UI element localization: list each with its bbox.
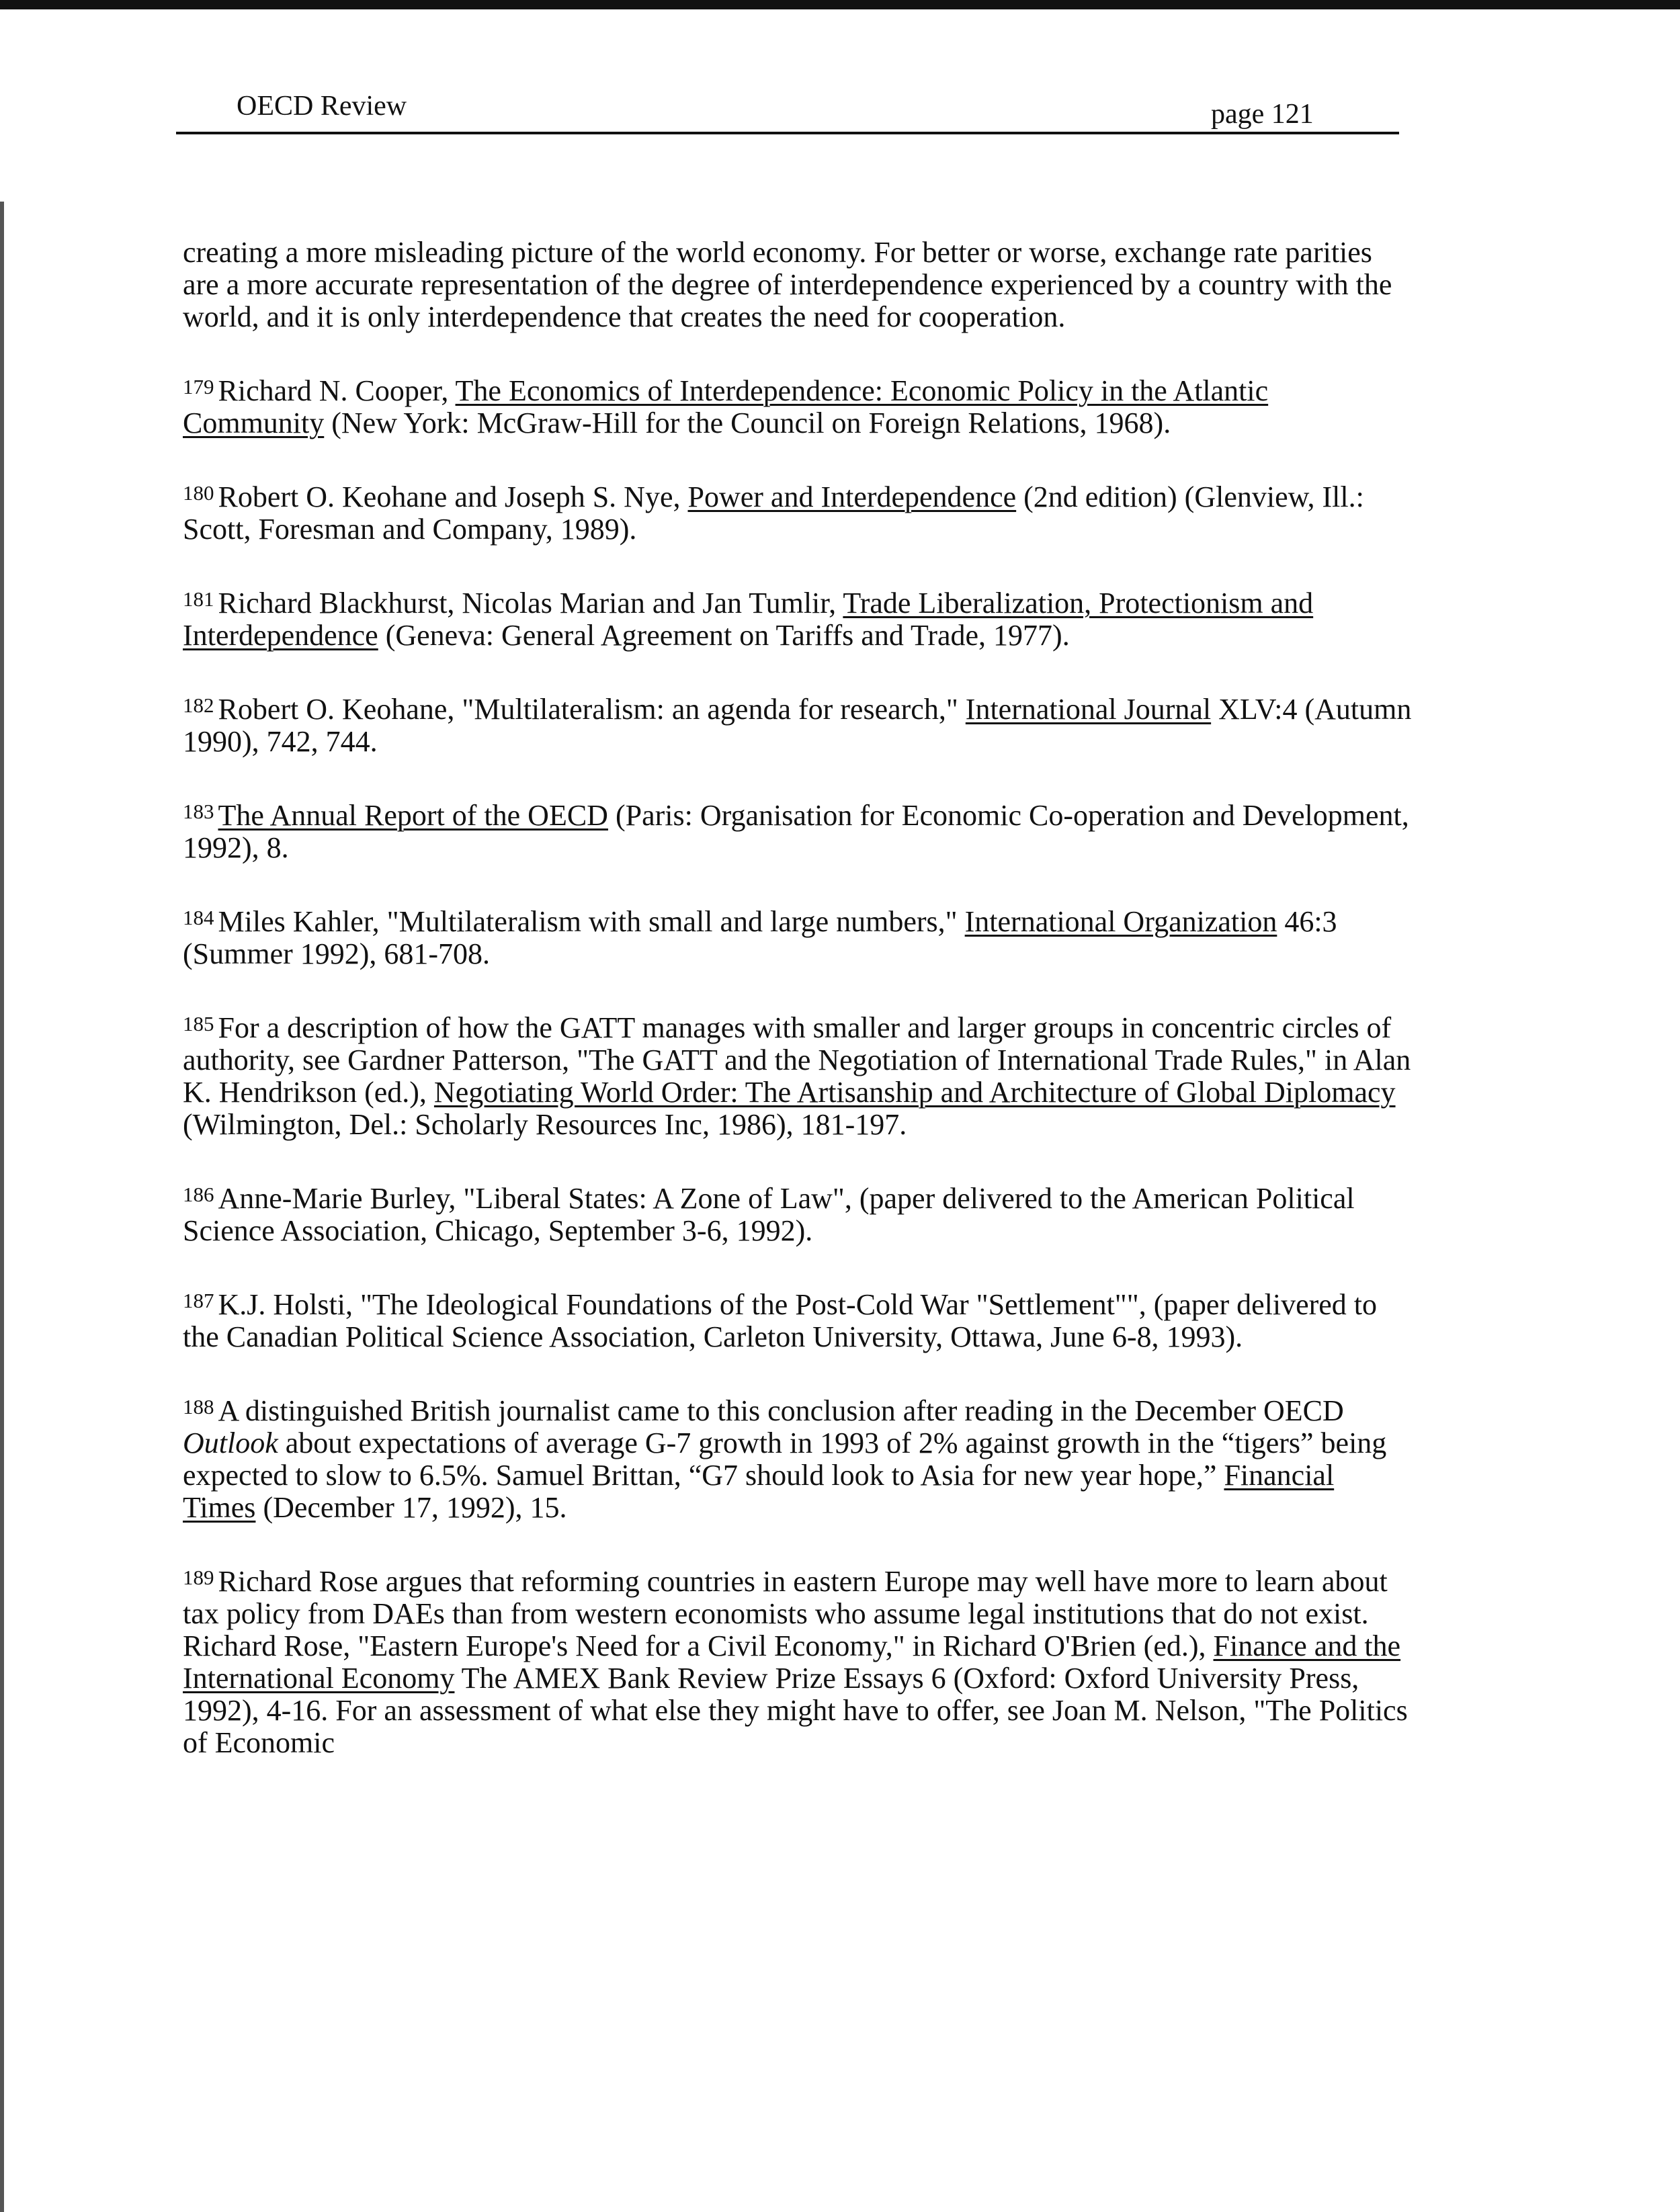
cited-title: Financial Times [183,1459,1335,1524]
endnote-number: 188 [183,1395,214,1418]
endnote-number: 185 [183,1012,214,1035]
italic-title: Outlook [183,1427,278,1459]
note-text: Anne-Marie Burley, "Liberal States: A Zone of Law", (paper delivered to the American Political Science Association, Chicago, September 3-6, 1992). [183,1182,1355,1247]
note-text: Richard Blackhurst, Nicolas Marian and Jan Tumlir, [218,587,843,620]
endnote-number: 181 [183,587,214,611]
page-body [183,237,1413,1797]
note-text: (Wilmington, Del.: Scholarly Resources Inc, 1986), 181-197. [183,1108,907,1141]
endnote-number: 189 [183,1566,214,1589]
note-text: (2nd edition) (Glenview, Ill.: Scott, Foresman and Company, 1989). [183,480,1364,546]
page-number: page 121 [1211,99,1314,130]
note-text: Richard N. Cooper, [218,374,456,407]
header-rule [176,132,1399,134]
endnote-number: 186 [183,1183,214,1206]
note-text: (December 17, 1992), 15. [255,1491,567,1524]
endnote-number: 182 [183,693,214,717]
endnote-number: 179 [183,375,214,398]
endnote [183,477,1413,546]
note-text: The AMEX Bank Review Prize Essays 6 (Oxford: Oxford University Press, 1992), 4-16. For an assessment of what else they might have to offer, see Joan M. Nelson, "The Politics of Economic [183,1662,1408,1759]
note-text: Miles Kahler, "Multilateralism with small and large numbers," [218,905,965,938]
note-text: Robert O. Keohane, "Multilateralism: an agenda for research," [218,693,966,726]
endnote [183,1562,1413,1759]
note-text: Richard Rose argues that reforming countries in eastern Europe may well have more to learn about tax policy from DAEs than from western economists who assume legal institutions that do not exist. Richard Rose, "Eastern Europe's Need for a Civil Economy," in Richard O'Brien (ed.), [183,1565,1388,1662]
note-text: Robert O. Keohane and Joseph S. Nye, [218,480,688,513]
note-text: XLV:4 (Autumn 1990), 742, 744. [183,693,1412,758]
endnote [183,689,1413,758]
endnote [183,1391,1413,1524]
endnote-number: 183 [183,800,214,823]
cited-title: Power and Interdependence [687,480,1017,513]
endnote-number: 180 [183,481,214,505]
note-text: 46:3 (Summer 1992), 681-708. [183,905,1337,970]
endnote-number: 187 [183,1289,214,1312]
note-text: about expectations of average G-7 growth in 1993 of 2% against growth in the “tigers” being expected to slow to 6.5%. Samuel Brittan, “G7 should look to Asia for new year hope,” [183,1427,1387,1492]
endnote [183,1008,1413,1141]
continuation-paragraph: creating a more misleading picture of the world economy. For better or worse, exchange rate parities are a more accurate representation of the degree of interdependence experienced by a country with the world, and it is only interdependence that creates the need for cooperation. [183,236,1392,333]
cited-title: International Journal [965,693,1212,726]
scan-left-edge [0,202,4,2212]
endnote [183,371,1413,439]
cited-title: Finance and the International Economy [183,1629,1401,1695]
note-text: A distinguished British journalist came to this conclusion after reading in the December OECD [218,1394,1344,1427]
endnote [183,796,1413,864]
note-text: (Geneva: General Agreement on Tariffs and Trade, 1977). [378,619,1070,652]
cited-title: Negotiating World Order: The Artisanship and Architecture of Global Diplomacy [433,1076,1396,1109]
endnote [183,583,1413,652]
page-header [176,86,1399,134]
endnote [183,902,1413,970]
scan-top-edge [0,0,1680,9]
note-text: For a description of how the GATT manages with smaller and larger groups in concentric circles of authority, see Gardner Patterson, "The GATT and the Negotiation of International Trade Rules," in Alan K. Hendrikson (ed.), [183,1011,1411,1109]
note-text: (Paris: Organisation for Economic Co-operation and Development, 1992), 8. [183,799,1409,864]
cited-title: The Economics of Interdependence: Economic Policy in the Atlantic Community [183,374,1269,439]
cited-title: International Organization [964,905,1277,938]
note-text: K.J. Holsti, "The Ideological Foundations of the Post-Cold War "Settlement"", (paper delivered to the Canadian Political Science Association, Carleton University, Ottawa, June 6-8, 1993). [183,1288,1378,1353]
note-text: (New York: McGraw-Hill for the Council on Foreign Relations, 1968). [324,407,1171,439]
endnote-number: 184 [183,906,214,929]
endnote [183,1179,1413,1247]
cited-title: Trade Liberalization, Protectionism and Interdependence [183,587,1314,652]
endnotes-list [183,371,1413,1759]
running-head: OECD Review [237,91,407,122]
cited-title: The Annual Report of the OECD [218,799,608,832]
endnote [183,1285,1413,1353]
